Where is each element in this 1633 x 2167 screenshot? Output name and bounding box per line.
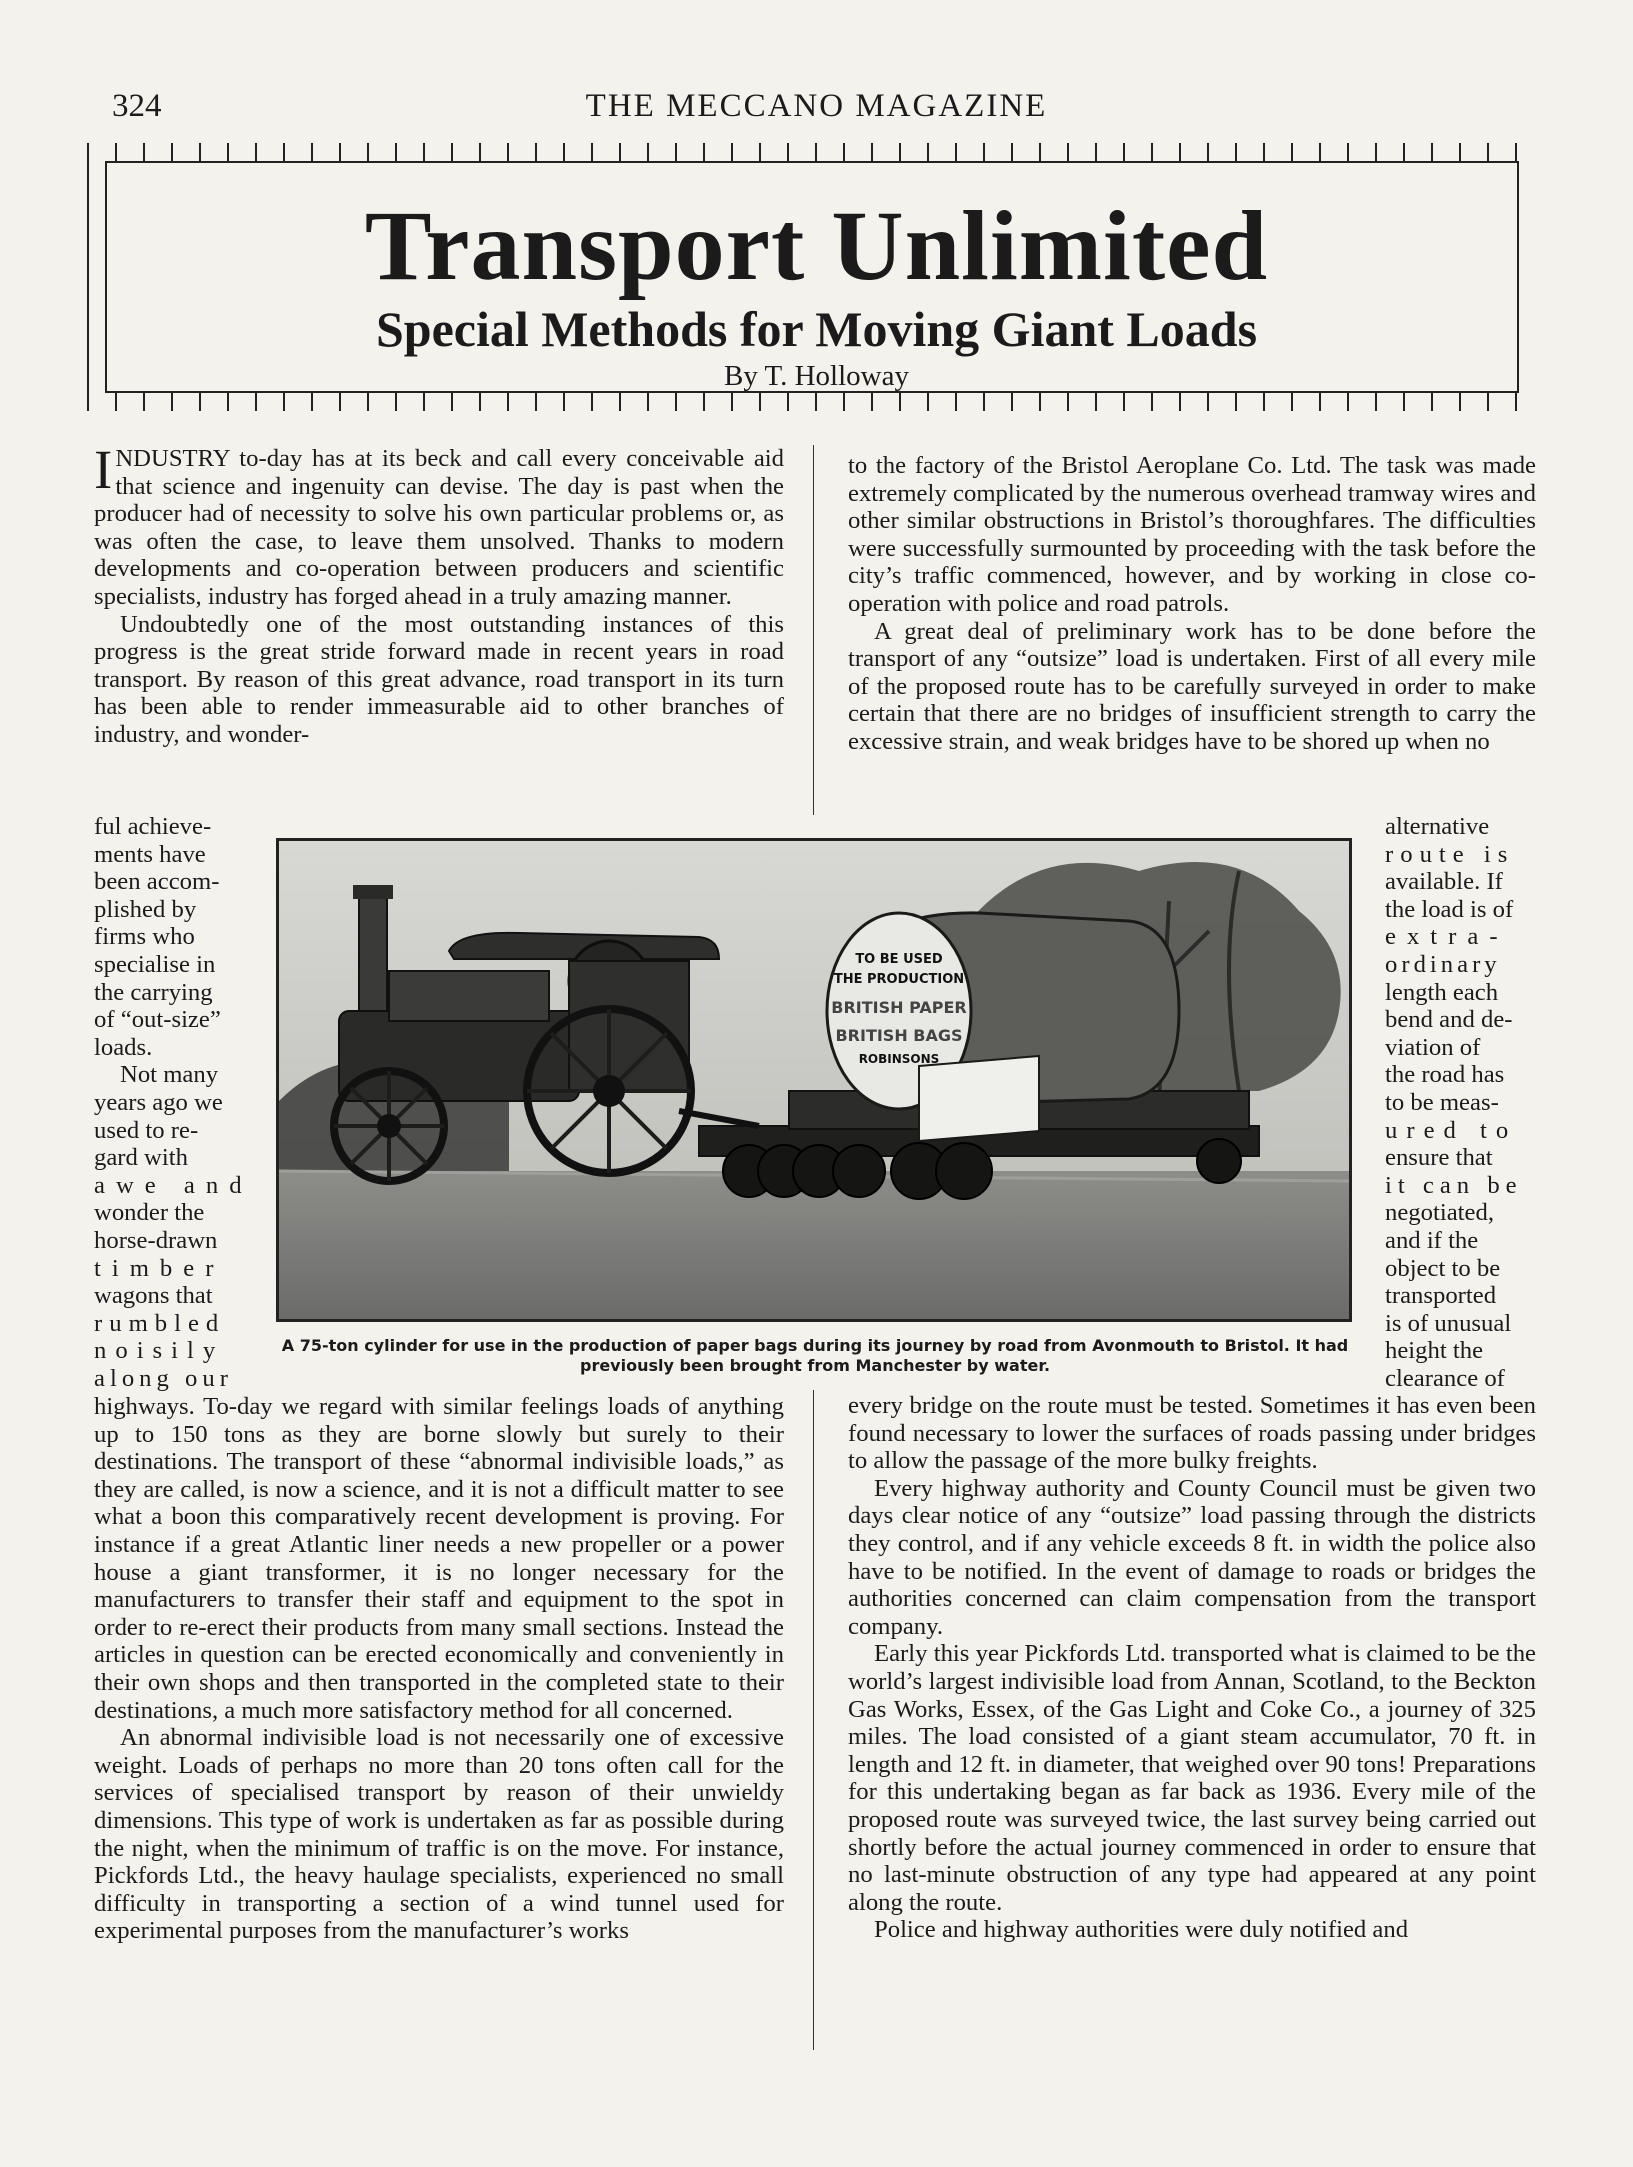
column-1-top <box>94 439 784 749</box>
paragraph: highways. To-day we regard with similar feelings loads of anything up to 150 tons as they are borne slowly but surely to their destinations. The transport of these “abnormal indivisible loads,” as they are called, is now a science, and it is not a difficult matter to see what a boon this comparatively recent development is proving. For instance if a great Atlantic liner needs a new propeller or a power house a giant transformer, it is no longer necessary for the manufacturers to transfer their staff and equipment to the spot in order to re-erect their products from many small sections. Instead the articles in question can be erected economically and conveniently in their own shops and then transported in the completed state to their destinations, a much more satisfactory method for all concerned. <box>94 1393 784 1724</box>
paragraph: to the factory of the Bristol Aeroplane Co. Ltd. The task was made extremely complicated by the numerous overhead tramway wires and other similar obstructions in Bristol’s thoroughfares. The difficulties were successfully surmounted by proceeding with the task before the city’s traffic commenced, however, and by working in close co-operation with police and road patrols. <box>848 452 1536 617</box>
photo-illustration <box>279 841 1349 1319</box>
text-line: is of unusual <box>1385 1309 1512 1337</box>
column-2-bottom <box>848 1392 1536 1944</box>
sign-line: THE PRODUCTION <box>833 972 965 987</box>
text-line: it can be <box>1385 1171 1523 1199</box>
text-line: transported <box>1385 1282 1497 1310</box>
paragraph: A great deal of preliminary work has to be done before the transport of any “outsize” load is undertaken. First of all every mile of the proposed route has to be carefully surveyed in order to make certain that there are no bridges of insufficient strength to carry the excessive strain, and weak bridges have to be shored up when no <box>848 617 1536 755</box>
text-line: the load is of <box>1385 895 1514 923</box>
text-line: wonder the <box>94 1199 205 1227</box>
text-line: route is <box>1385 840 1515 868</box>
text-line: available. If <box>1385 868 1503 896</box>
sign-line: BRITISH PAPER <box>831 998 967 1017</box>
text-line: the carrying <box>94 978 213 1006</box>
text-line: of “out-size” <box>94 1006 221 1034</box>
text-line: firms who <box>94 923 195 951</box>
photograph-traction-engine <box>276 838 1352 1322</box>
text-line: ful achieve- <box>94 813 212 840</box>
column-1-bottom <box>94 1393 784 1945</box>
wrap-text-right <box>1385 813 1535 1392</box>
text-line: bend and de- <box>1385 1006 1513 1034</box>
text-line: specialise in <box>94 950 216 978</box>
text-line: horse-drawn <box>94 1226 218 1254</box>
text-line: viation of <box>1385 1033 1481 1061</box>
paragraph: Every highway authority and County Council must be given two days clear notice of any “outsize” load passing through the districts they control, and if any vehicle exceeds 8 ft. in width the police also have to be notified. In the event of damage to roads or bridges the authorities concerned can claim compensation from the transport company. <box>848 1474 1536 1640</box>
text-line: rumbled <box>94 1309 226 1337</box>
drop-cap: I <box>94 439 113 500</box>
text-line: noisily <box>94 1337 225 1365</box>
sign-line: TO BE USED <box>855 952 943 967</box>
column-rule <box>813 1390 814 2050</box>
text-line: object to be <box>1385 1254 1501 1282</box>
text-line: used to re- <box>94 1116 199 1144</box>
column-rule <box>813 445 814 815</box>
text-line: years ago we <box>94 1088 223 1116</box>
text-line: Not many <box>120 1061 219 1089</box>
text-line: alternative <box>1385 813 1490 840</box>
text-line: loads. <box>94 1033 153 1061</box>
text-line: ordinary <box>1385 950 1501 978</box>
text-line: plished by <box>94 895 197 923</box>
page-number: 324 <box>112 88 162 124</box>
text-line: height the <box>1385 1337 1484 1365</box>
text-line: been accom- <box>94 868 220 896</box>
text-line: timber <box>94 1254 225 1282</box>
byline: By T. Holloway <box>723 360 909 392</box>
text-line: the road has <box>1385 1061 1505 1089</box>
article-title: Transport Unlimited <box>364 190 1269 301</box>
running-head: THE MECCANO MAGAZINE <box>585 88 1048 124</box>
text-line: extra- <box>1385 923 1509 951</box>
paragraph: An abnormal indivisible load is not necessarily one of excessive weight. Loads of perhaps no more than 20 tons often call for the services of specialised transport by reason of their unwieldy dimensions. This type of work is undertaken as far as possible during the night, when the minimum of traffic is on the move. For instance, Pickfords Ltd., the heavy haulage specialists, experienced no small difficulty in transporting a section of a wind tunnel used for experimental purposes from the manufacturer’s works <box>94 1724 784 1945</box>
text-line: to be meas- <box>1385 1088 1499 1116</box>
text-line: negotiated, <box>1385 1199 1494 1227</box>
text-line: clearance of <box>1385 1364 1505 1392</box>
sign-line: BRITISH BAGS <box>835 1026 963 1045</box>
paragraph: Undoubtedly one of the most outstanding instances of this progress is the great stride forward made in recent years in road transport. By reason of this great advance, road transport in its turn has been able to render immeasurable aid to other branches of industry, and wonder- <box>94 610 784 748</box>
paragraph-text: NDUSTRY to-day has at its beck and call every conceivable aid that science and ingenuity can devise. The day is past when the producer had of necessity to solve his own particular problems or, as was often the case, to leave them unsolved. Thanks to modern developments and co-operation between producers and scientific specialists, industry has forged ahead in a truly amazing manner. <box>94 445 784 610</box>
paragraph: Police and highway authorities were duly notified and <box>874 1916 1409 1944</box>
sign-line: ROBINSONS <box>858 1052 940 1066</box>
article-subtitle: Special Methods for Moving Giant Loads <box>375 301 1258 357</box>
text-line: length each <box>1385 978 1499 1006</box>
text-line: gard with <box>94 1144 188 1172</box>
text-line: awe and <box>94 1171 253 1199</box>
text-line: ensure that <box>1385 1144 1493 1172</box>
text-line: along our <box>94 1364 233 1392</box>
text-line: ured to <box>1385 1116 1518 1144</box>
wrap-text-left <box>94 813 269 1392</box>
paragraph <box>94 439 784 611</box>
paragraph: Early this year Pickfords Ltd. transported what is claimed to be the world’s largest indivisible load from Annan, Scotland, to the Beckton Gas Works, Essex, of the Gas Light and Coke Co., a journey of 325 miles. The load consisted of a giant steam accumulator, 70 ft. in length and 12 ft. in diameter, that weighed over 90 tons! Preparations for this undertaking began as far back as 1936. Every mile of the proposed route was surveyed twice, the last survey being carried out shortly before the actual journey commenced in order to ensure that no last-minute obstruction of any type had appeared at any point along the route. <box>848 1640 1536 1916</box>
text-line: ments have <box>94 840 206 868</box>
paragraph: every bridge on the route must be tested. Sometimes it has even been found necessary to lower the surfaces of roads passing under bridges to allow the passage of the more bulky freights. <box>848 1392 1536 1475</box>
text-line: and if the <box>1385 1226 1479 1254</box>
text-line: wagons that <box>94 1282 213 1310</box>
photo-caption: A 75-ton cylinder for use in the production of paper bags during its journey by road from Avonmouth to Bristol. It had previously been brought from Manchester by water. <box>281 1336 1349 1375</box>
column-2-top <box>848 452 1536 756</box>
